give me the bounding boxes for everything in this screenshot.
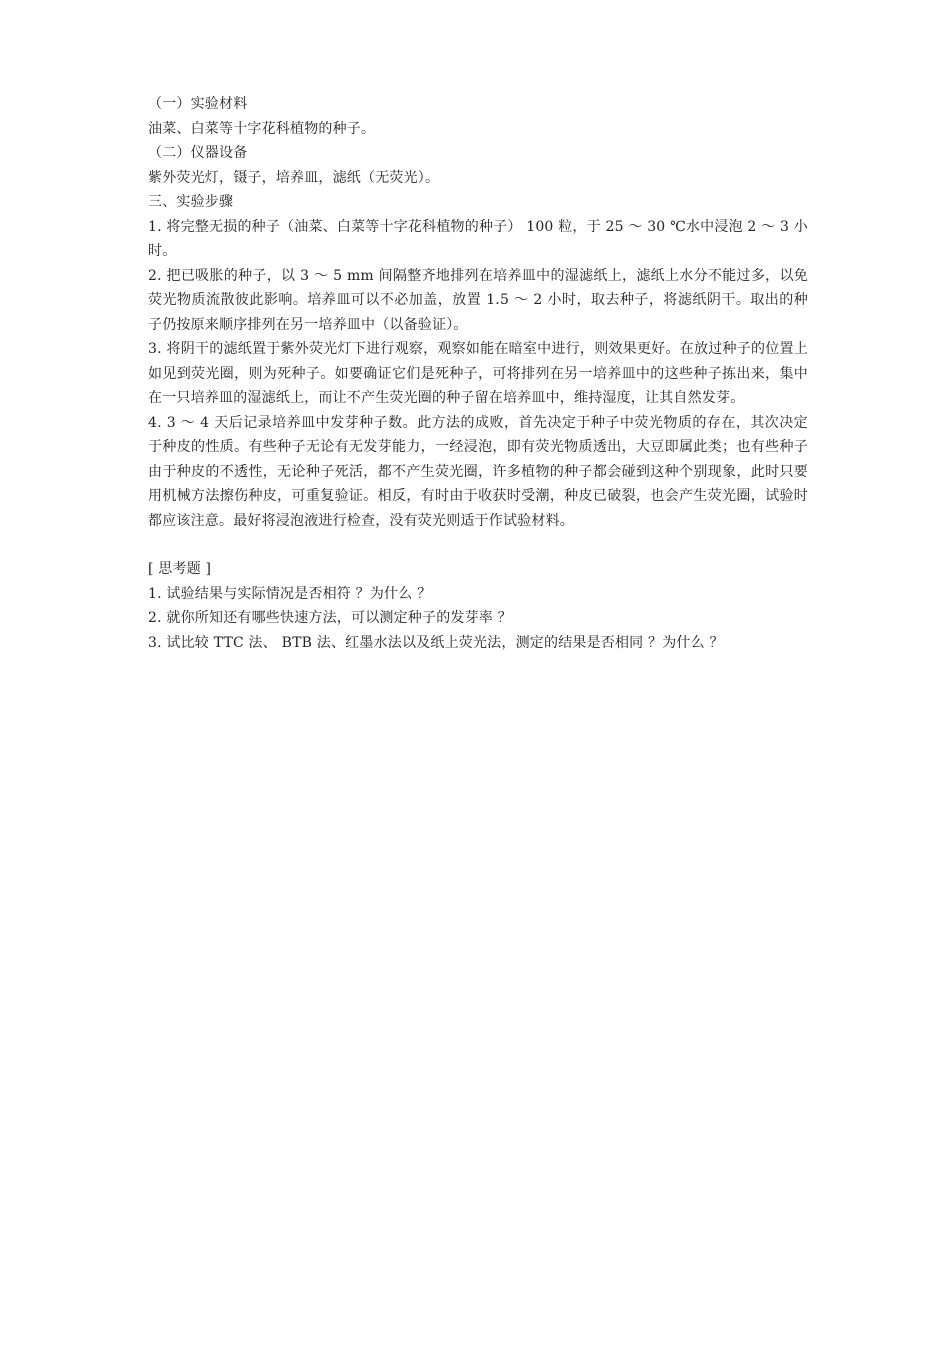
equipment-text: 紫外荧光灯，镊子，培养皿，滤纸（无荧光）。 bbox=[148, 169, 440, 186]
steps-heading: 三、实验步骤 bbox=[148, 194, 234, 210]
step-3: 3. 将阴干的滤纸置于紫外荧光灯下进行观察，观察如能在暗室中进行，则效果更好。在放过种子的位置上如见到荧光圈，则为死种子。如要确证它们是死种子，可将排列在另一培养皿中的这些种子拣出来，集中在一只培养皿的湿滤纸上，而让不产生荧光圈的种子留在培养皿中，维持湿度，让其自然发芽。 bbox=[148, 341, 808, 406]
step-4: 4. 3 ～ 4 天后记录培养皿中发芽种子数。此方法的成败，首先决定于种子中荧光物质的存在，其次决定于种皮的性质。有些种子无论有无发芽能力，一经浸泡，即有荧光物质透出，大豆即属此类；也有些种子由于种皮的不透性，无论种子死活，都不产生荧光圈，许多植物的种子都会碰到这种个别现象，此时只要用机械方法擦伤种皮，可重复验证。相反，有时由于收获时受潮，种皮已破裂，也会产生荧光圈，试验时都应该注意。最好将浸泡液进行检查，没有荧光则适于作试验材料。 bbox=[148, 414, 808, 529]
step-2: 2. 把已吸胀的种子，以 3 ～ 5 mm 间隔整齐地排列在培养皿中的湿滤纸上，滤纸上水分不能过多，以免荧光物质流散彼此影响。培养皿可以不必加盖，放置 1.5 ～ 2 小时，取去种子，将滤纸阴干。取出的种子仍按原来顺序排列在另一培养皿中（以备验证）。 bbox=[148, 267, 808, 333]
question-2: 2. 就你所知还有哪些快速方法，可以测定种子的发芽率 ？ bbox=[148, 610, 512, 626]
materials-text: 油菜、白菜等十字花科植物的种子。 bbox=[148, 120, 376, 137]
section-spacer bbox=[148, 533, 808, 557]
questions-heading: [ 思考题 ] bbox=[148, 561, 212, 577]
question-1: 1. 试验结果与实际情况是否相符 ？为什么 ？ bbox=[148, 585, 432, 602]
document-page bbox=[148, 92, 808, 655]
equipment-heading: （二）仪器设备 bbox=[148, 145, 248, 161]
materials-heading: （一）实验材料 bbox=[148, 96, 248, 112]
question-3: 3. 试比较 TTC 法、 BTB 法、红墨水法以及纸上荧光法，测定的结果是否相同 ？为什么 ？ bbox=[148, 634, 724, 651]
step-1: 1. 将完整无损的种子（油菜、白菜等十字花科植物的种子） 100 粒，于 25 ～ 30 ℃水中浸泡 2 ～ 3 小时。 bbox=[148, 218, 808, 259]
